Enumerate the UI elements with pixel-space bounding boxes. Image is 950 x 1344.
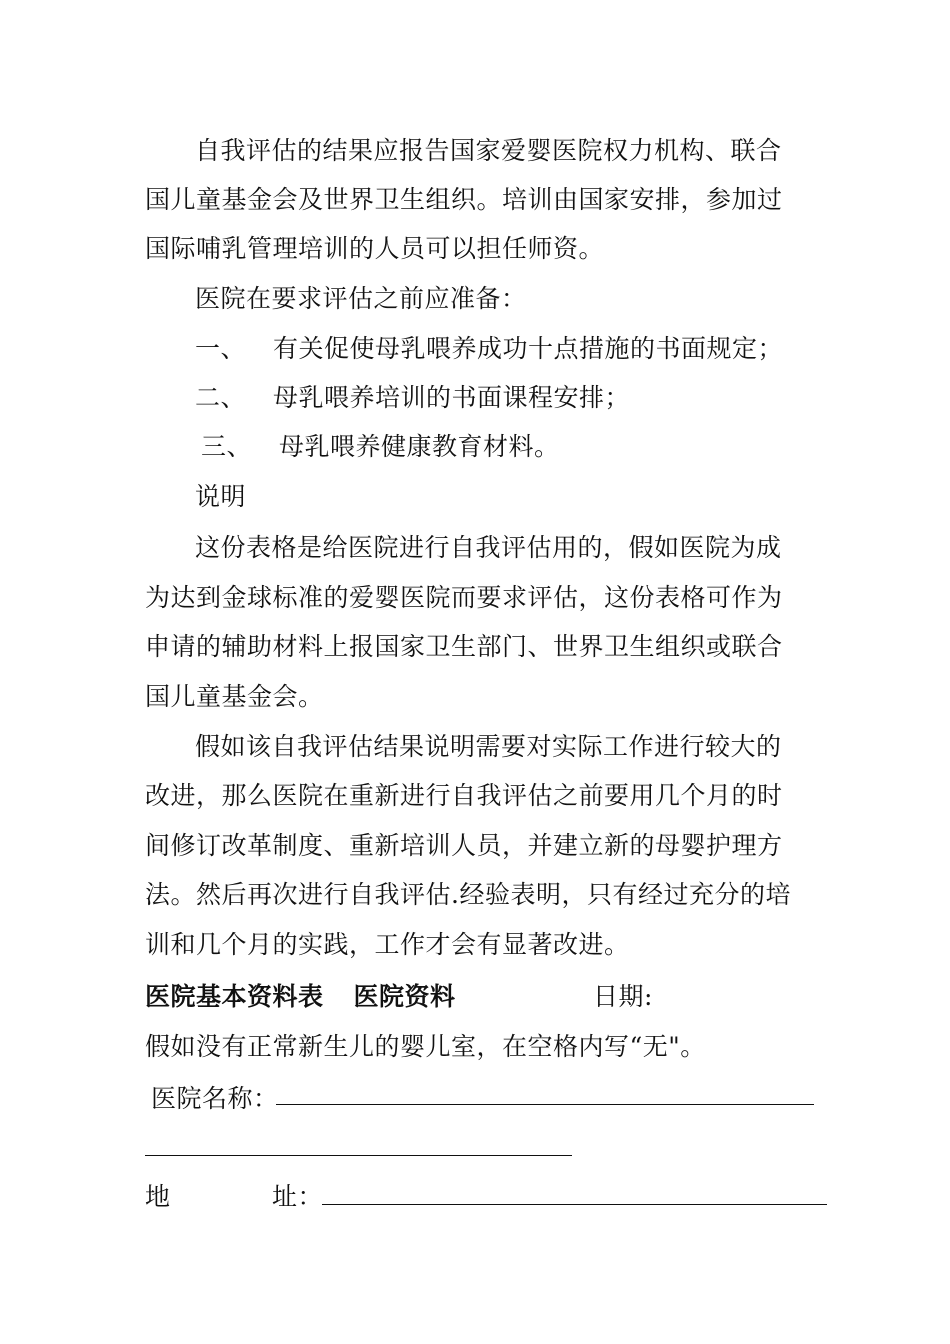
form-header (145, 980, 815, 1014)
prep-item-text: 母乳喂养健康教育材料。 (279, 432, 560, 461)
prep-intro: 医院在要求评估之前应准备： (195, 284, 527, 313)
prep-item-text: 母乳喂养培训的书面课程安排； (273, 383, 631, 412)
paragraph-2-line-3: 申请的辅助材料上报国家卫生部门、世界卫生组织或联合 (145, 632, 783, 661)
hospital-name-field-continuation[interactable] (145, 1155, 572, 1156)
paragraph-3-line-2: 改进，那么医院在重新进行自我评估之前要用几个月的时 (145, 781, 783, 810)
form-subtitle: 医院资料 (353, 982, 456, 1011)
paragraph-2-line-2: 为达到金球标准的爱婴医院而要求评估，这份表格可作为 (145, 583, 783, 612)
prep-item-number: 二、 (195, 383, 247, 412)
address-label-part-1: 地 (145, 1182, 171, 1211)
paragraph-1-line-2: 国儿童基金会及世界卫生组织。培训由国家安排，参加过 (145, 185, 783, 214)
prep-item-1 (195, 332, 865, 366)
paragraph-3-line-1: 假如该自我评估结果说明需要对实际工作进行较大的 (195, 732, 782, 761)
hospital-name-label: 医院名称： (151, 1084, 279, 1113)
paragraph-3-line-3: 间修订改革制度、重新培训人员，并建立新的母婴护理方 (145, 831, 783, 860)
address-field[interactable] (322, 1204, 827, 1205)
form-title: 医院基本资料表 (145, 982, 324, 1011)
paragraph-1-line-1: 自我评估的结果应报告国家爱婴医院权力机构、联合 (195, 136, 782, 165)
paragraph-1-line-3: 国际哺乳管理培训的人员可以担任师资。 (145, 234, 605, 263)
form-note: 假如没有正常新生儿的婴儿室，在空格内写“无"。 (145, 1032, 706, 1061)
prep-item-3 (195, 430, 865, 464)
prep-item-text: 有关促使母乳喂养成功十点措施的书面规定； (273, 334, 784, 363)
paragraph-2-line-1: 这份表格是给医院进行自我评估用的，假如医院为成 (195, 533, 782, 562)
paragraph-3-line-5: 训和几个月的实践，工作才会有显著改进。 (145, 930, 630, 959)
hospital-name-field[interactable] (276, 1104, 814, 1105)
prep-item-2 (195, 381, 865, 415)
explain-heading: 说明 (195, 482, 247, 511)
address-label-part-2: 址： (272, 1182, 324, 1211)
paragraph-2-line-4: 国儿童基金会。 (145, 682, 324, 711)
paragraph-3-line-4: 法。然后再次进行自我评估.经验表明，只有经过充分的培 (145, 880, 791, 909)
date-label: 日期: (593, 982, 653, 1011)
prep-item-number: 三、 (201, 432, 253, 461)
prep-item-number: 一、 (195, 334, 247, 363)
